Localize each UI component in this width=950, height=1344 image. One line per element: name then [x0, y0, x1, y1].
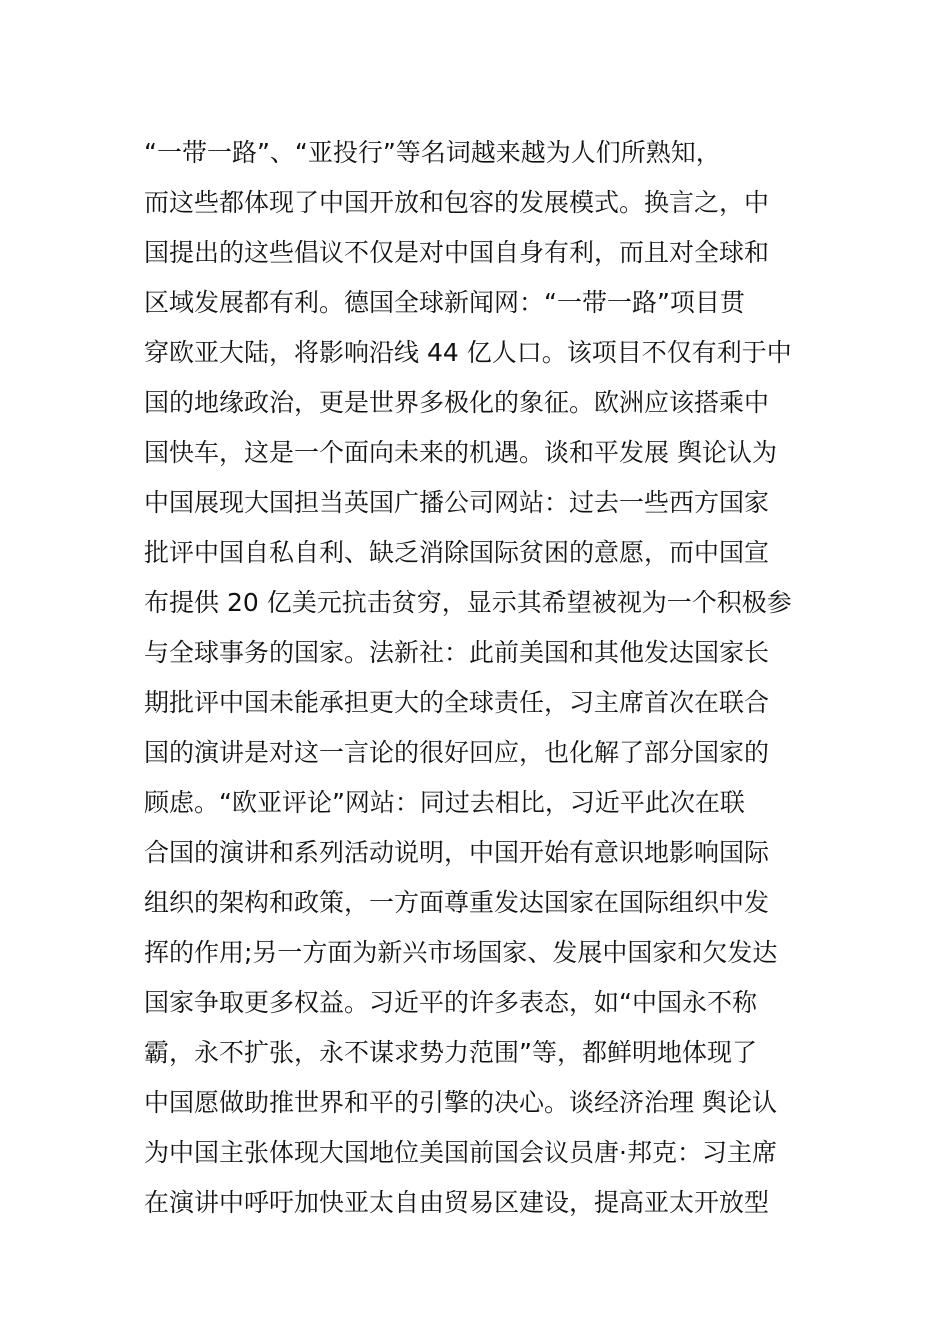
text-line: 与全球事务的国家。法新社：此前美国和其他发达国家长 — [144, 638, 770, 667]
text-line: 在演讲中呼吁加快亚太自由贸易区建设，提高亚太开放型 — [144, 1188, 770, 1217]
text-line: 国提出的这些倡议不仅是对中国自身有利，而且对全球和 — [144, 238, 770, 267]
text-line: 合国的演讲和系列活动说明，中国开始有意识地影响国际 — [144, 838, 770, 867]
text-line: 挥的作用;另一方面为新兴市场国家、发展中国家和欠发达 — [144, 938, 778, 967]
text-line: 区域发展都有利。德国全球新闻网：“一带一路”项目贯 — [144, 288, 745, 317]
text-line: 而这些都体现了中国开放和包容的发展模式。换言之，中 — [144, 188, 770, 217]
body-paragraph — [144, 128, 814, 1228]
text-line: 国的演讲是对这一言论的很好回应，也化解了部分国家的 — [144, 738, 770, 767]
text-line: 国的地缘政治，更是世界多极化的象征。欧洲应该搭乘中 — [144, 388, 770, 417]
text-line: 布提供 20 亿美元抗击贫穷，显示其希望被视为一个积极参 — [144, 588, 792, 617]
text-line: 组织的架构和政策，一方面尊重发达国家在国际组织中发 — [144, 888, 770, 917]
text-line: 顾虑。“欧亚评论”网站：同过去相比，习近平此次在联 — [144, 788, 745, 817]
text-line: 国家争取更多权益。习近平的许多表态，如“中国永不称 — [144, 988, 757, 1017]
text-line: 国快车，这是一个面向未来的机遇。谈和平发展 舆论认为 — [144, 438, 777, 467]
text-line: 期批评中国未能承担更大的全球责任，习主席首次在联合 — [144, 688, 770, 717]
text-line: 穿欧亚大陆，将影响沿线 44 亿人口。该项目不仅有利于中 — [144, 338, 792, 367]
text-line: 霸，永不扩张，永不谋求势力范围”等，都鲜明地体现了 — [144, 1038, 757, 1067]
text-line: 中国愿做助推世界和平的引擎的决心。谈经济治理 舆论认 — [144, 1088, 777, 1117]
text-line: 批评中国自私自利、缺乏消除国际贫困的意愿，而中国宣 — [144, 538, 770, 567]
text-line: “一带一路”、“亚投行”等名词越来越为人们所熟知， — [144, 138, 721, 167]
text-line: 为中国主张体现大国地位美国前国会议员唐·邦克：习主席 — [144, 1138, 777, 1167]
text-line: 中国展现大国担当英国广播公司网站：过去一些西方国家 — [144, 488, 770, 517]
